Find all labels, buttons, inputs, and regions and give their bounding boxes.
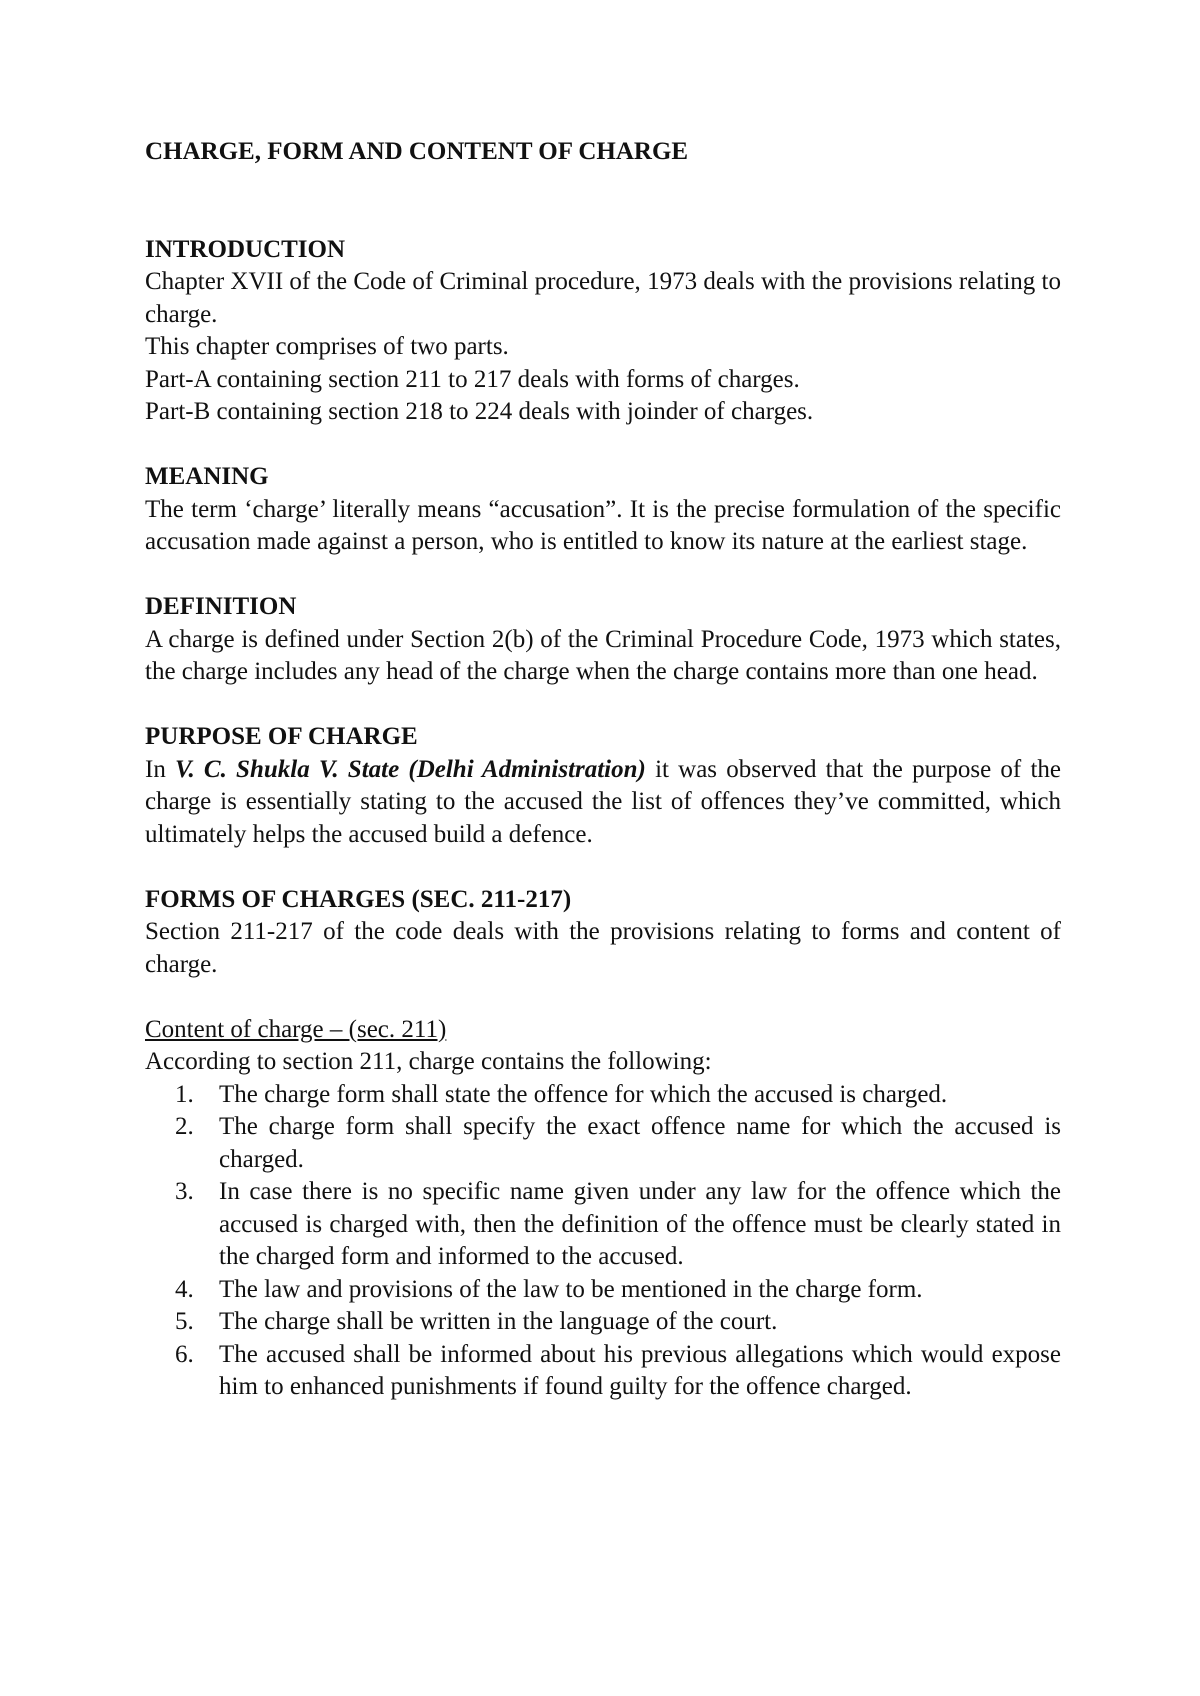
- list-item-text: The law and provisions of the law to be mentioned in the charge form.: [219, 1275, 923, 1303]
- introduction-paragraph: Chapter XVII of the Code of Criminal procedure, 1973 deals with the provisions relating to charge.: [145, 268, 1061, 328]
- list-item: [175, 1274, 1061, 1307]
- document-page: [145, 136, 1061, 1404]
- purpose-text: it was observed that the purpose of the charge is essentially stating to the accused the list of offences they’ve committed, which ultimately helps the accused build a defence.: [145, 755, 1061, 848]
- content-subheading: Content of charge – (sec. 211): [145, 1015, 447, 1043]
- definition-section: [145, 591, 1061, 689]
- purpose-heading: PURPOSE OF CHARGE: [145, 723, 418, 750]
- introduction-line: Part-B containing section 218 to 224 deals with joinder of charges.: [145, 398, 814, 425]
- list-item-number: 4.: [175, 1275, 194, 1303]
- list-item-text: The charge shall be written in the language of the court.: [219, 1308, 778, 1335]
- content-list: [145, 1079, 1061, 1404]
- meaning-paragraph: The term ‘charge’ literally means “accusation”. It is the precise formulation of the specific accusation made against a person, who is entitled to know its nature at the earliest stage.: [145, 495, 1061, 555]
- list-item-number: 3.: [175, 1178, 194, 1205]
- list-item-number: 5.: [175, 1308, 194, 1335]
- forms-heading: FORMS OF CHARGES (SEC. 211-217): [145, 885, 572, 913]
- introduction-line: Part-A containing section 211 to 217 deals with forms of charges.: [145, 365, 800, 393]
- list-item-number: 1.: [175, 1080, 194, 1108]
- list-item-text: The charge form shall specify the exact offence name for which the accused is charged.: [219, 1113, 1061, 1173]
- list-item-number: 6.: [175, 1340, 194, 1368]
- introduction-line: This chapter comprises of two parts.: [145, 333, 509, 360]
- list-item: [175, 1176, 1061, 1274]
- forms-section: [145, 884, 1061, 982]
- content-intro: According to section 211, charge contains the following:: [145, 1048, 712, 1075]
- purpose-paragraph: [145, 754, 1061, 852]
- definition-heading: DEFINITION: [145, 593, 297, 620]
- meaning-section: [145, 461, 1061, 559]
- list-item-number: 2.: [175, 1113, 194, 1140]
- introduction-section: [145, 234, 1061, 429]
- list-item: [175, 1079, 1061, 1112]
- introduction-heading: INTRODUCTION: [145, 235, 346, 263]
- content-section: [145, 1014, 1061, 1404]
- forms-paragraph: Section 211-217 of the code deals with the provisions relating to forms and content of charge.: [145, 918, 1061, 978]
- meaning-heading: MEANING: [145, 463, 269, 490]
- purpose-prefix: In: [145, 755, 176, 783]
- list-item-text: In case there is no specific name given under any law for the offence which the accused is charged with, then the definition of the offence must be clearly stated in the charged form and informed to the accused.: [219, 1178, 1061, 1270]
- definition-paragraph: A charge is defined under Section 2(b) of the Criminal Procedure Code, 1973 which states, the charge includes any head of the charge when the charge contains more than one head.: [145, 625, 1061, 685]
- purpose-section: [145, 721, 1061, 851]
- case-citation: V. C. Shukla V. State (Delhi Administration): [175, 755, 646, 783]
- list-item-text: The charge form shall state the offence for which the accused is charged.: [219, 1080, 948, 1108]
- list-item-text: The accused shall be informed about his previous allegations which would expose him to enhanced punishments if found guilty for the offence charged.: [219, 1340, 1061, 1400]
- list-item: [175, 1306, 1061, 1339]
- list-item: [175, 1339, 1061, 1404]
- document-title: CHARGE, FORM AND CONTENT OF CHARGE: [145, 138, 689, 165]
- list-item: [175, 1111, 1061, 1176]
